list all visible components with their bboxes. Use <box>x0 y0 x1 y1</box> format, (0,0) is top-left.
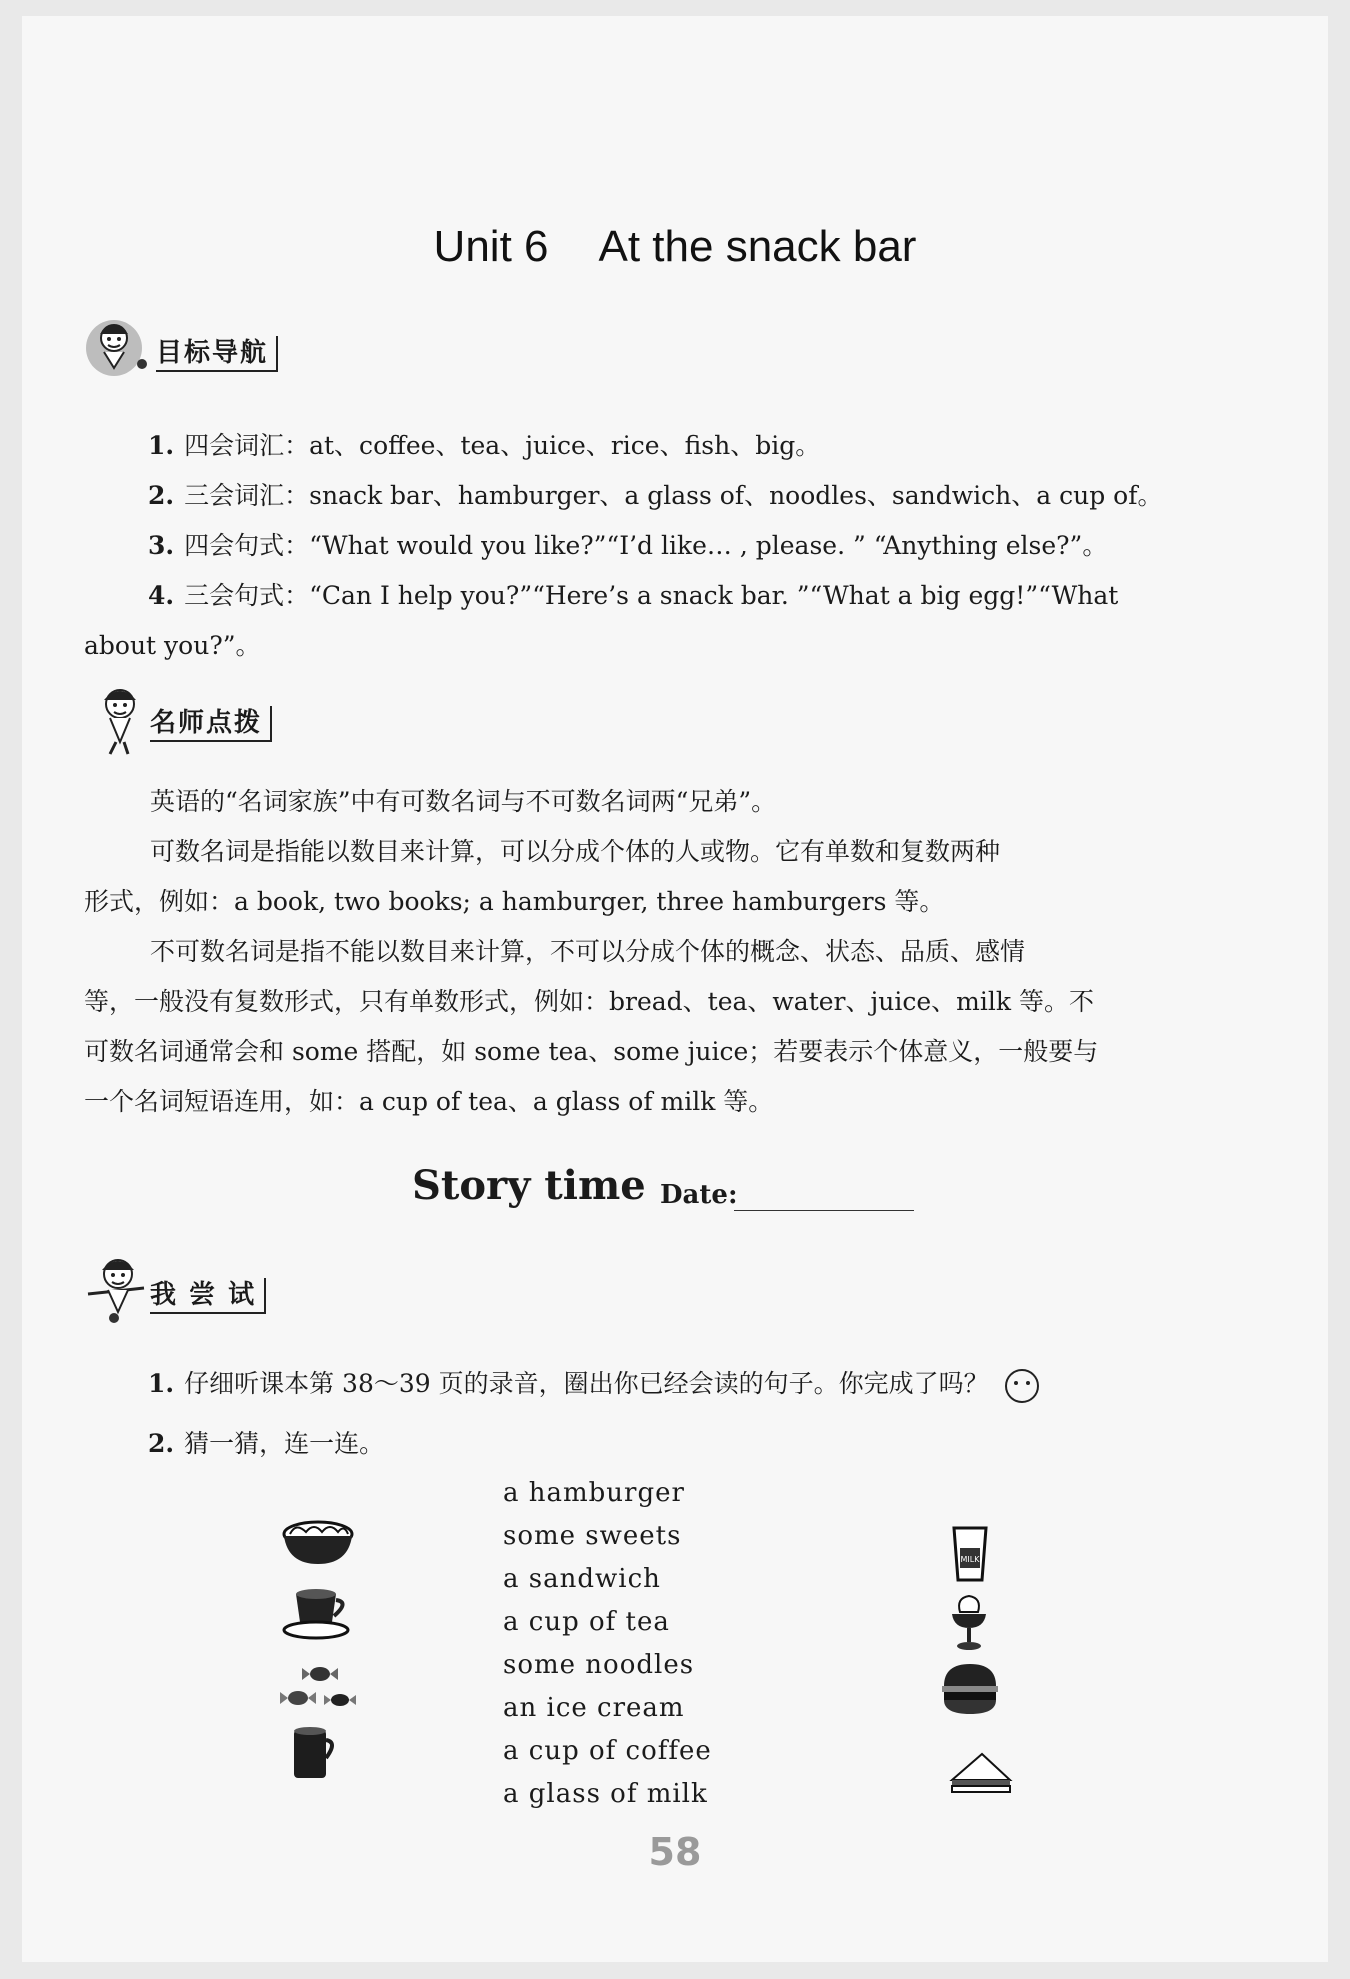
milk-label: MILK <box>960 1555 980 1564</box>
tip-paragraph: 可数名词是指能以数目来计算，可以分成个体的人或物。它有单数和复数两种 <box>150 837 1001 866</box>
date-blank-line[interactable] <box>734 1210 914 1211</box>
tea-cup-icon[interactable] <box>282 1586 354 1642</box>
sandwich-icon[interactable] <box>948 1750 1014 1794</box>
coffee-mug-icon[interactable] <box>290 1724 340 1782</box>
match-word[interactable]: some sweets <box>503 1521 682 1551</box>
match-word[interactable]: a sandwich <box>503 1564 661 1594</box>
ice-cream-icon[interactable] <box>948 1592 990 1652</box>
section-heading-tips <box>92 682 332 748</box>
match-word[interactable]: a hamburger <box>503 1478 685 1508</box>
tip-paragraph: 形式，例如：a book, two books; a hamburger, three hamburgers 等。 <box>84 887 945 916</box>
match-word[interactable]: a cup of tea <box>503 1607 670 1637</box>
match-word[interactable]: an ice cream <box>503 1693 685 1723</box>
page-title <box>0 222 1350 272</box>
tip-paragraph: 可数名词通常会和 some 搭配，如 some tea、some juice；若要表示个体意义，一般要与 <box>84 1037 1099 1066</box>
tip-paragraph: 不可数名词是指不能以数目来计算，不可以分成个体的概念、状态、品质、感情 <box>150 937 1026 966</box>
task-item: 1. 仔细听课本第 38～39 页的录音，圈出你已经会读的句子。你完成了吗？ <box>148 1364 1041 1405</box>
match-word[interactable]: a cup of coffee <box>503 1736 712 1766</box>
match-word[interactable]: a glass of milk <box>503 1779 708 1809</box>
noodles-bowl-icon[interactable] <box>280 1516 356 1568</box>
tip-paragraph: 等，一般没有复数形式，只有单数形式，例如：bread、tea、water、juice、milk 等。不 <box>84 987 1094 1016</box>
smiley-face-icon[interactable] <box>1003 1367 1041 1405</box>
girl-avatar-icon <box>92 682 152 758</box>
match-word[interactable]: some noodles <box>503 1650 695 1680</box>
girl-avatar-icon <box>84 1254 156 1326</box>
goal-item: 2. 三会词汇：snack bar、hamburger、a glass of、noodles、sandwich、a cup of。 <box>148 481 1163 510</box>
tip-paragraph: 一个名词短语连用，如：a cup of tea、a glass of milk 等。 <box>84 1087 774 1116</box>
tip-paragraph: 英语的“名词家族”中有可数名词与不可数名词两“兄弟”。 <box>150 787 777 816</box>
goal-item: 1. 四会词汇：at、coffee、tea、juice、rice、fish、big。 <box>148 431 821 460</box>
hamburger-icon[interactable] <box>940 1662 1000 1716</box>
girl-avatar-icon <box>84 312 154 378</box>
date-label: Date: <box>660 1180 738 1210</box>
goal-item: 4. 三会句式：“Can I help you?”“Here’s a snack bar. ”“What a big egg!”“What <box>148 581 1119 610</box>
heading-label: 名师点拨 <box>150 706 272 742</box>
section-heading-try <box>84 1254 324 1320</box>
unit-number: Unit 6 <box>433 222 549 271</box>
story-time-heading: Story time <box>412 1162 646 1209</box>
goal-item: 3. 四会句式：“What would you like?”“I’d like… , please. ” “Anything else?”。 <box>148 531 1108 560</box>
section-heading-goals <box>84 312 324 378</box>
task-item: 2. 猜一猜，连一连。 <box>148 1429 385 1458</box>
goal-item-continuation: about you?”。 <box>84 631 261 660</box>
heading-label: 目标导航 <box>156 336 278 372</box>
heading-label: 我 尝 试 <box>150 1278 266 1314</box>
unit-name: At the snack bar <box>598 222 917 271</box>
milk-glass-icon[interactable] <box>950 1524 990 1584</box>
page-number: 58 <box>648 1830 702 1874</box>
sweets-icon[interactable] <box>276 1660 360 1716</box>
